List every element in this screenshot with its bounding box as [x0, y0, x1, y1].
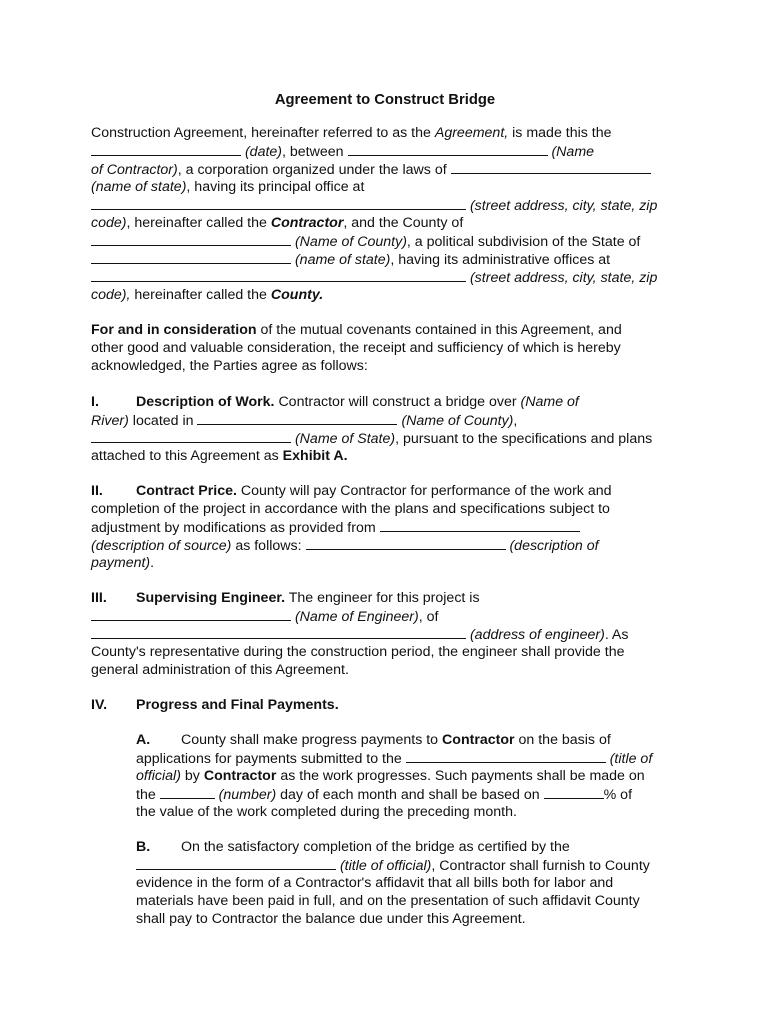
section-1-line-1: I. Description of Work. Contractor will construct a bridge over (Name of [91, 394, 579, 410]
section-1-line-3: (Name of State), pursuant to the specifications and plans [91, 430, 652, 448]
section-3-line-1: III. Supervising Engineer. The engineer for this project is [91, 590, 480, 606]
blank-field[interactable] [91, 626, 466, 639]
preamble-line-4: (name of state), having its principal office at [91, 179, 365, 195]
blank-field[interactable] [91, 430, 291, 443]
section-2-line-4: (description of source) as follows: (description of [91, 538, 599, 554]
consideration-line-3: acknowledged, the Parties agree as follows: [91, 358, 368, 374]
section-1-line-2: River) located in (Name of County), [91, 413, 518, 429]
section-4-heading: IV. Progress and Final Payments. [91, 697, 339, 713]
blank-field[interactable] [544, 786, 604, 799]
section-2-line-2: completion of the project in accordance with the plans and specifications subject to [91, 501, 610, 517]
section-3-line-2: (Name of Engineer), of [91, 608, 438, 626]
preamble-line-9: (street address, city, state, zip [91, 269, 657, 287]
consideration-line-1: For and in consideration of the mutual covenants contained in this Agreement, and [91, 322, 622, 338]
preamble-line-1: Construction Agreement, hereinafter referred to as the Agreement, is made this the [91, 125, 612, 141]
consideration-line-2: other good and valuable consideration, the receipt and sufficiency of which is hereby [91, 340, 621, 356]
preamble-line-7: (Name of County), a political subdivision of the State of [91, 233, 640, 251]
section-4a-line-5: the value of the work completed during the preceding month. [136, 804, 517, 820]
section-4a-line-2: applications for payments submitted to the (title of [136, 751, 653, 767]
section-4b-line-5: shall pay to Contractor the balance due under this Agreement. [136, 911, 526, 927]
section-3-line-3: (address of engineer). As [91, 626, 628, 644]
section-2-line-3: adjustment by modifications as provided from [91, 519, 580, 537]
blank-field[interactable] [91, 143, 241, 156]
section-3-line-4: County's representative during the construction period, the engineer shall provide the [91, 644, 625, 660]
blank-field[interactable] [348, 143, 548, 156]
blank-field[interactable] [451, 161, 651, 174]
blank-field[interactable] [91, 608, 291, 621]
section-2-line-5: payment). [91, 555, 155, 571]
section-4b-line-4: materials have been paid in full, and on the presentation of such affidavit County [136, 893, 640, 909]
blank-field[interactable] [406, 750, 606, 763]
preamble-line-5: (street address, city, state, zip [91, 197, 657, 215]
preamble-line-3: of Contractor), a corporation organized under the laws of [91, 161, 651, 179]
preamble-line-2: (date), between (Name [91, 143, 594, 161]
blank-field[interactable] [91, 251, 291, 264]
section-4a-line-3: official) by Contractor as the work progresses. Such payments shall be made on [136, 768, 645, 784]
section-4b-line-1: B. On the satisfactory completion of the bridge as certified by the [136, 839, 570, 855]
section-2-line-1: II. Contract Price. County will pay Contractor for performance of the work and [91, 483, 612, 499]
blank-field[interactable] [160, 786, 215, 799]
blank-field[interactable] [91, 197, 466, 210]
preamble-line-8: (name of state), having its administrative offices at [91, 251, 610, 269]
preamble-line-6: code), hereinafter called the Contractor, and the County of [91, 215, 464, 231]
section-1-line-4: attached to this Agreement as Exhibit A. [91, 448, 348, 464]
blank-field[interactable] [91, 233, 291, 246]
section-4a-line-1: A. County shall make progress payments to Contractor on the basis of [136, 732, 611, 748]
section-3-line-5: general administration of this Agreement. [91, 662, 349, 678]
preamble-line-10: code), hereinafter called the County. [91, 287, 324, 303]
document-title: Agreement to Construct Bridge [274, 92, 496, 108]
blank-field[interactable] [91, 269, 466, 282]
blank-field[interactable] [136, 857, 336, 870]
blank-field[interactable] [306, 537, 506, 550]
blank-field[interactable] [380, 519, 580, 532]
section-4b-line-2: (title of official), Contractor shall furnish to County [136, 857, 650, 875]
section-4b-line-3: evidence in the form of a Contractor's affidavit that all bills both for labor and [136, 875, 614, 891]
section-4a-line-4: the (number) day of each month and shall be based on % of [136, 787, 633, 803]
blank-field[interactable] [197, 412, 397, 425]
